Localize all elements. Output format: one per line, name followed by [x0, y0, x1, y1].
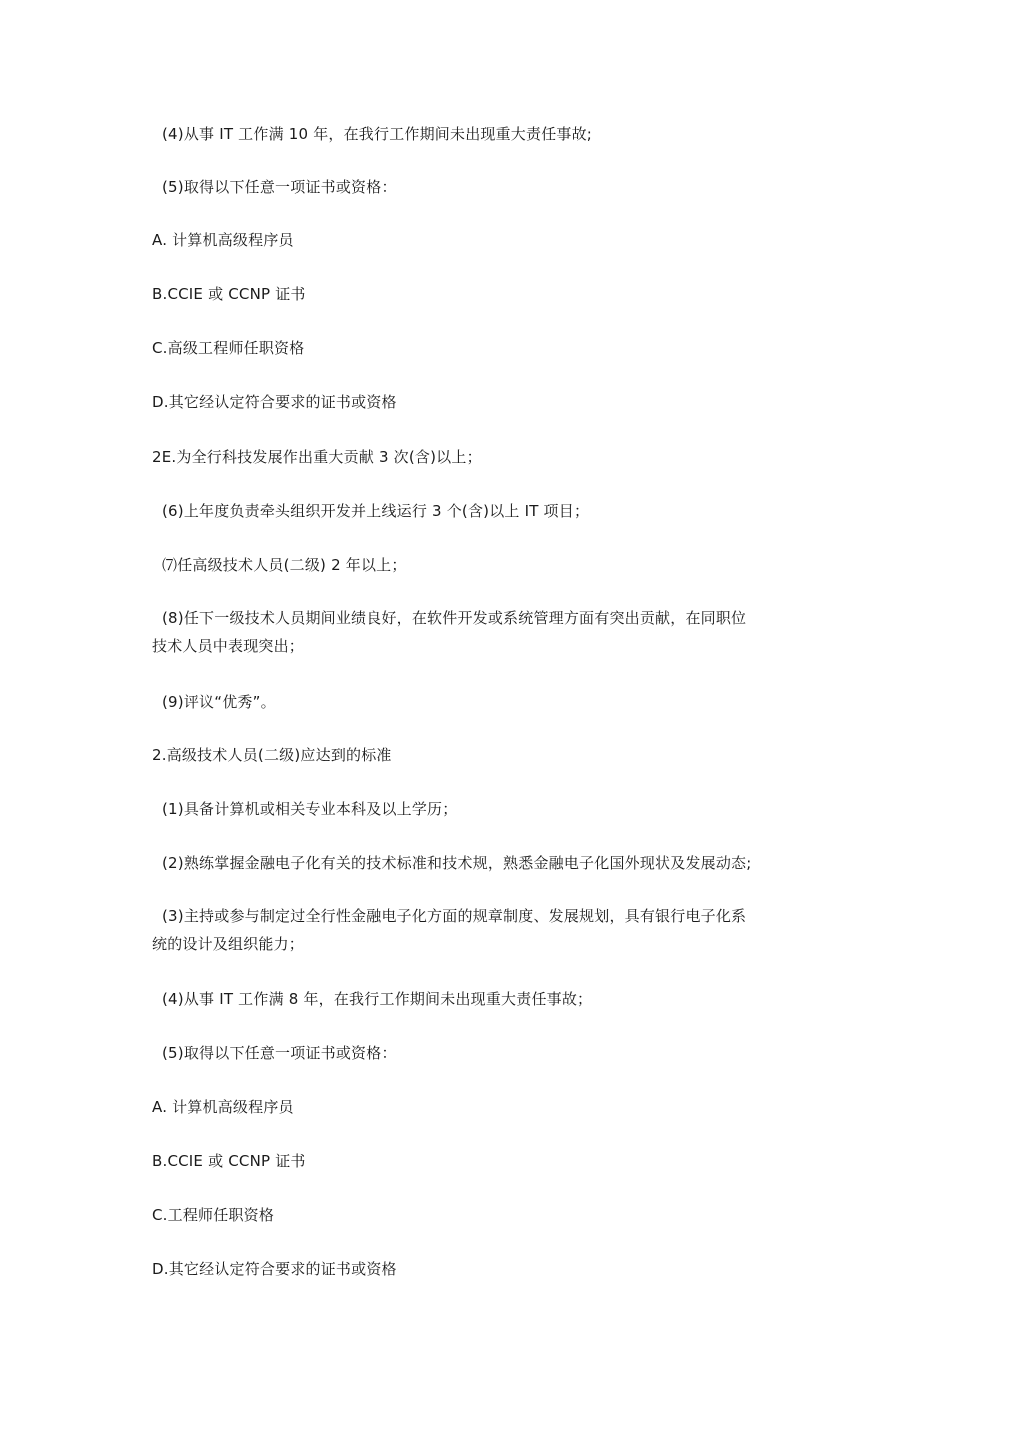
paragraph-line: ⑺任高级技术人员(二级) 2 年以上； — [162, 556, 407, 574]
list-item: B.CCIE 或 CCNP 证书 — [152, 285, 306, 303]
paragraph-line: 统的设计及组织能力； — [152, 935, 305, 953]
list-item: A. 计算机高级程序员 — [152, 231, 294, 249]
list-item: C.工程师任职资格 — [152, 1206, 275, 1224]
paragraph-line: (5)取得以下任意一项证书或资格： — [162, 178, 397, 196]
paragraph-line: (2)熟练掌握金融电子化有关的技术标准和技术规，熟悉金融电子化国外现状及发展动态; — [162, 854, 752, 872]
paragraph-line: 2E.为全行科技发展作出重大贡献 3 次(含)以上； — [152, 448, 482, 466]
paragraph-line: (8)任下一级技术人员期间业绩良好，在软件开发或系统管理方面有突出贡献，在同职位 — [162, 609, 747, 627]
paragraph-line: (9)评议“优秀”。 — [162, 693, 276, 711]
paragraph-line: 技术人员中表现突出； — [152, 637, 305, 655]
paragraph-line: (6)上年度负责牵头组织开发并上线运行 3 个(含)以上 IT 项目； — [162, 502, 590, 520]
paragraph-wrapped — [152, 604, 782, 660]
list-item: D.其它经认定符合要求的证书或资格 — [152, 393, 397, 411]
list-item: B.CCIE 或 CCNP 证书 — [152, 1152, 306, 1170]
paragraph-line: (3)主持或参与制定过全行性金融电子化方面的规章制度、发展规划，具有银行电子化系 — [162, 907, 747, 925]
list-item: C.高级工程师任职资格 — [152, 339, 305, 357]
list-item: A. 计算机高级程序员 — [152, 1098, 294, 1116]
paragraph-line: (1)具备计算机或相关专业本科及以上学历； — [162, 800, 458, 818]
paragraph-wrapped — [152, 902, 782, 958]
section-heading: 2.高级技术人员(二级)应达到的标准 — [152, 746, 392, 764]
paragraph-line: (4)从事 IT 工作满 8 年，在我行工作期间未出现重大责任事故； — [162, 990, 593, 1008]
paragraph-line: (5)取得以下任意一项证书或资格： — [162, 1044, 397, 1062]
paragraph-line: (4)从事 IT 工作满 10 年，在我行工作期间未出现重大责任事故; — [162, 125, 593, 143]
list-item: D.其它经认定符合要求的证书或资格 — [152, 1260, 397, 1278]
